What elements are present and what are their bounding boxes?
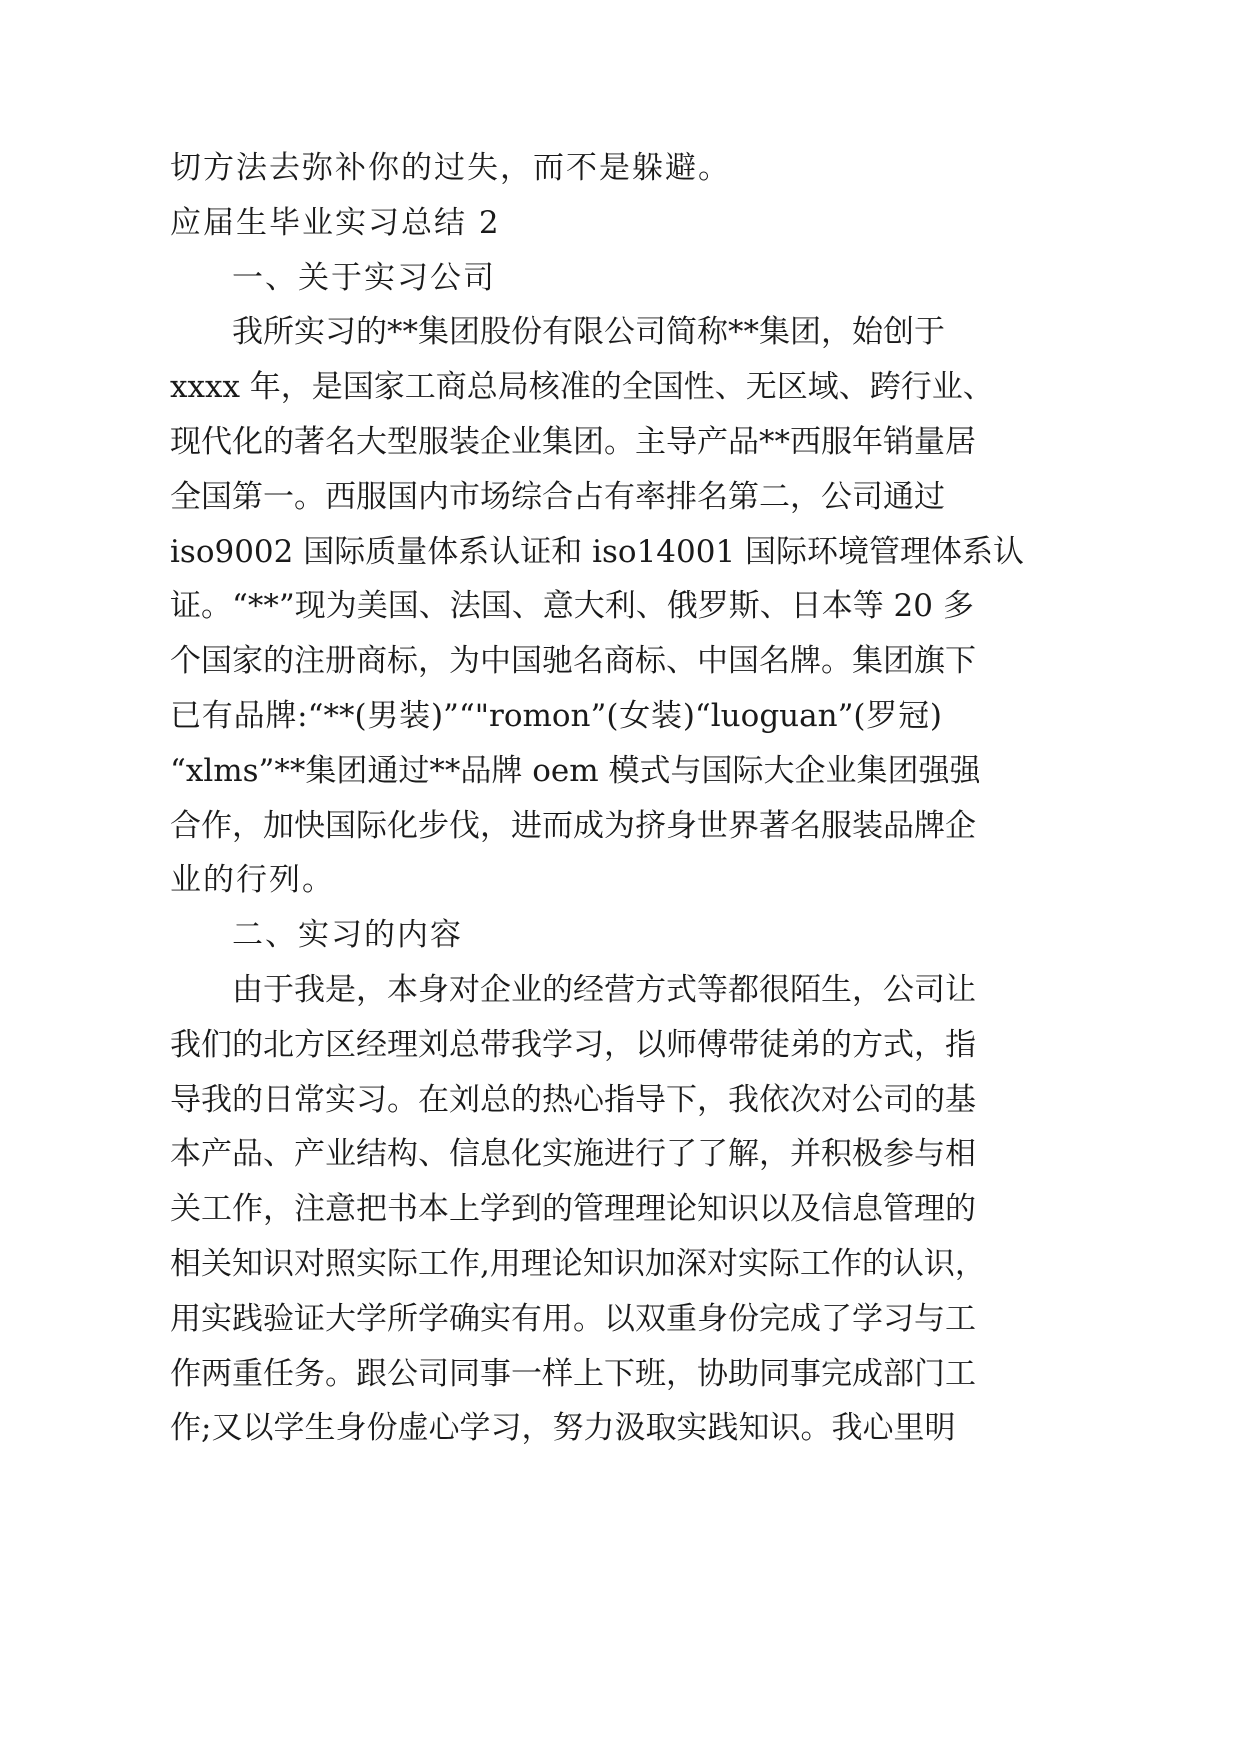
text-line: 个国家的注册商标，为中国驰名商标、中国名牌。集团旗下	[170, 643, 976, 680]
text-line: 由于我是，本身对企业的经营方式等都很陌生，公司让	[232, 972, 976, 1008]
text-line: “xlms”**集团通过**品牌 oem 模式与国际大企业集团强强	[170, 752, 981, 789]
text-line: 一、关于实习公司	[232, 259, 496, 296]
text-line: 全国第一。西服国内市场综合占有率排名第二，公司通过	[170, 478, 945, 515]
text-line: 我们的北方区经理刘总带我学习，以师傅带徒弟的方式，指	[170, 1026, 976, 1063]
text-line: 作;又以学生身份虚心学习，努力汲取实践知识。我心里明	[170, 1410, 956, 1447]
text-line: 作两重任务。跟公司同事一样上下班，协助同事完成部门工	[170, 1355, 976, 1392]
text-line: 证。“**”现为美国、法国、意大利、俄罗斯、日本等 20 多	[170, 588, 974, 625]
text-line: 二、实习的内容	[232, 917, 463, 954]
text-line: 导我的日常实习。在刘总的热心指导下，我依次对公司的基	[170, 1081, 976, 1118]
text-line: 现代化的著名大型服装企业集团。主导产品**西服年销量居	[170, 424, 976, 460]
text-line: 我所实习的**集团股份有限公司简称**集团，始创于	[232, 314, 945, 351]
text-line: 应届生毕业实习总结 2	[170, 204, 501, 241]
text-line: 相关知识对照实际工作,用理论知识加深对实际工作的认识，	[170, 1246, 986, 1282]
text-line: 用实践验证大学所学确实有用。以双重身份完成了学习与工	[170, 1300, 976, 1337]
text-line: 已有品牌:“**(男装)”“"romon”(女装)“luoguan”(罗冠)	[170, 698, 942, 734]
text-line: 本产品、产业结构、信息化实施进行了了解，并积极参与相	[170, 1136, 976, 1173]
text-line: 切方法去弥补你的过失，而不是躲避。	[170, 150, 731, 186]
text-line: iso9002 国际质量体系认证和 iso14001 国际环境管理体系认	[170, 533, 1025, 570]
text-line: xxxx 年，是国家工商总局核准的全国性、无区域、跨行业、	[170, 369, 994, 406]
text-line: 业的行列。	[170, 862, 335, 899]
text-line: 关工作，注意把书本上学到的管理理论知识以及信息管理的	[170, 1191, 976, 1228]
text-line: 合作，加快国际化步伐，进而成为挤身世界著名服装品牌企	[170, 807, 976, 844]
